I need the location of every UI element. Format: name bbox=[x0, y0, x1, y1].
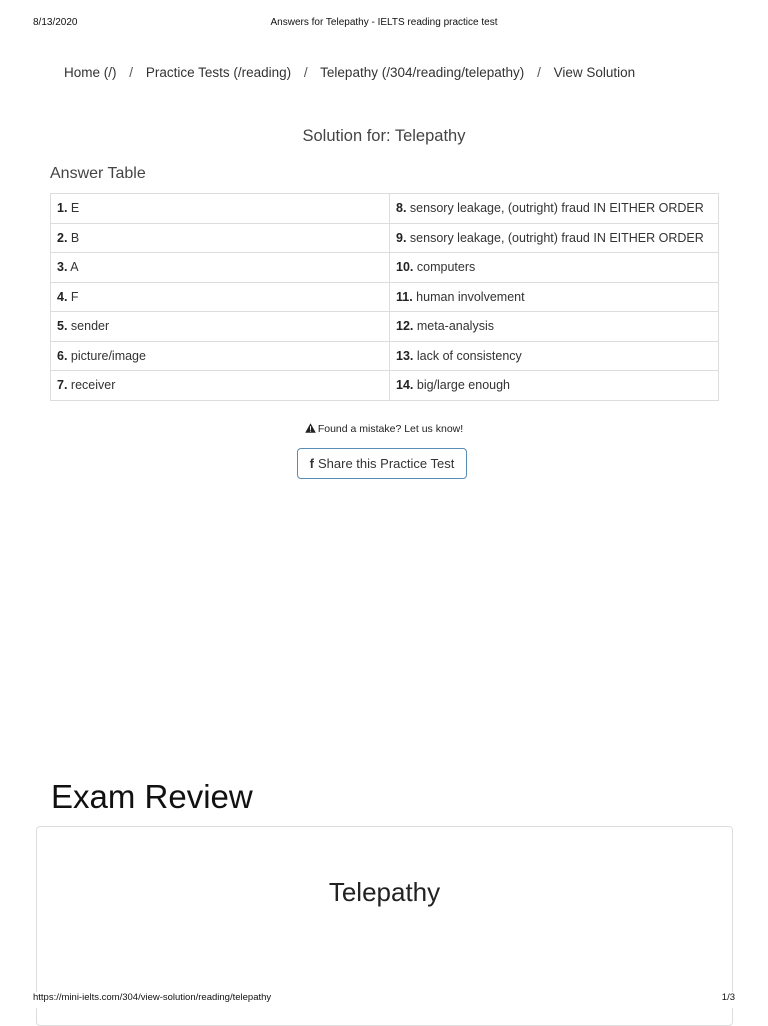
question-number: 1. bbox=[57, 201, 68, 216]
print-url: https://mini-ielts.com/304/view-solution/reading/telepathy bbox=[33, 992, 272, 1003]
breadcrumb-separator: / bbox=[537, 65, 541, 80]
breadcrumb-separator: / bbox=[303, 65, 308, 80]
question-number: 13. bbox=[396, 348, 414, 363]
table-row bbox=[51, 282, 719, 312]
exam-review-card-title: Telepathy bbox=[328, 877, 441, 907]
question-number: 14. bbox=[396, 378, 414, 393]
answer-text: meta-analysis bbox=[416, 319, 494, 334]
answer-cell bbox=[390, 341, 719, 371]
answer-cell bbox=[390, 312, 719, 342]
question-number: 5. bbox=[57, 319, 68, 334]
report-mistake-link[interactable] bbox=[0, 423, 768, 435]
print-page-number: 1/3 bbox=[721, 992, 735, 1003]
answer-text: F bbox=[70, 289, 79, 304]
answer-table-heading: Answer Table bbox=[50, 165, 146, 182]
answer-cell bbox=[390, 282, 719, 312]
answer-cell bbox=[390, 371, 719, 401]
report-mistake-label: Found a mistake? Let us know! bbox=[317, 423, 464, 435]
question-number: 10. bbox=[396, 260, 414, 275]
question-number: 9. bbox=[396, 230, 407, 245]
breadcrumb-telepathy[interactable]: Telepathy (/304/reading/telepathy) bbox=[320, 65, 525, 80]
warning-icon bbox=[305, 423, 318, 435]
share-practice-test-button[interactable] bbox=[297, 448, 467, 479]
question-number: 11. bbox=[396, 289, 413, 304]
answer-cell bbox=[51, 223, 390, 253]
answer-cell bbox=[51, 312, 390, 342]
answer-text: sender bbox=[70, 319, 110, 334]
answer-cell bbox=[390, 223, 719, 253]
print-header bbox=[0, 17, 768, 31]
table-row bbox=[51, 371, 719, 401]
answer-text: human involvement bbox=[416, 289, 525, 304]
table-row bbox=[51, 341, 719, 371]
question-number: 6. bbox=[57, 348, 68, 363]
answer-text: B bbox=[70, 230, 80, 245]
answer-text: lack of consistency bbox=[416, 348, 522, 363]
table-row bbox=[51, 312, 719, 342]
exam-review-heading: Exam Review bbox=[51, 778, 253, 815]
answer-text: A bbox=[70, 260, 79, 275]
answer-text: big/large enough bbox=[416, 378, 511, 393]
answer-text: computers bbox=[416, 260, 476, 275]
question-number: 12. bbox=[396, 319, 414, 334]
question-number: 8. bbox=[396, 201, 407, 216]
answer-cell bbox=[51, 371, 390, 401]
breadcrumb bbox=[64, 65, 635, 80]
share-button-label: Share this Practice Test bbox=[318, 456, 455, 471]
answer-cell bbox=[390, 253, 719, 283]
answer-text: receiver bbox=[70, 378, 116, 393]
table-row bbox=[51, 253, 719, 283]
question-number: 7. bbox=[57, 378, 68, 393]
answer-cell bbox=[51, 341, 390, 371]
answer-cell bbox=[390, 194, 719, 224]
print-document-title: Answers for Telepathy - IELTS reading practice test bbox=[270, 17, 498, 28]
facebook-icon: f bbox=[309, 456, 314, 471]
page-title: Solution for: Telepathy bbox=[302, 127, 466, 145]
answer-text: sensory leakage, (outright) fraud IN EITHER ORDER bbox=[409, 230, 704, 245]
breadcrumb-home[interactable]: Home (/) bbox=[64, 65, 117, 80]
answer-text: E bbox=[70, 201, 80, 216]
breadcrumb-view-solution: View Solution bbox=[553, 65, 636, 80]
breadcrumb-practice-tests[interactable]: Practice Tests (/reading) bbox=[145, 65, 292, 80]
question-number: 4. bbox=[57, 289, 68, 304]
answer-cell bbox=[51, 253, 390, 283]
print-date: 8/13/2020 bbox=[33, 17, 78, 28]
question-number: 2. bbox=[57, 230, 68, 245]
print-footer bbox=[0, 992, 768, 1008]
answer-text: sensory leakage, (outright) fraud IN EITHER ORDER bbox=[409, 201, 704, 216]
answer-cell bbox=[51, 194, 390, 224]
answer-table bbox=[50, 193, 719, 401]
answer-cell bbox=[51, 282, 390, 312]
question-number: 3. bbox=[57, 260, 68, 275]
table-row bbox=[51, 223, 719, 253]
answer-text: picture/image bbox=[70, 348, 146, 363]
breadcrumb-separator: / bbox=[129, 65, 134, 80]
table-row bbox=[51, 194, 719, 224]
